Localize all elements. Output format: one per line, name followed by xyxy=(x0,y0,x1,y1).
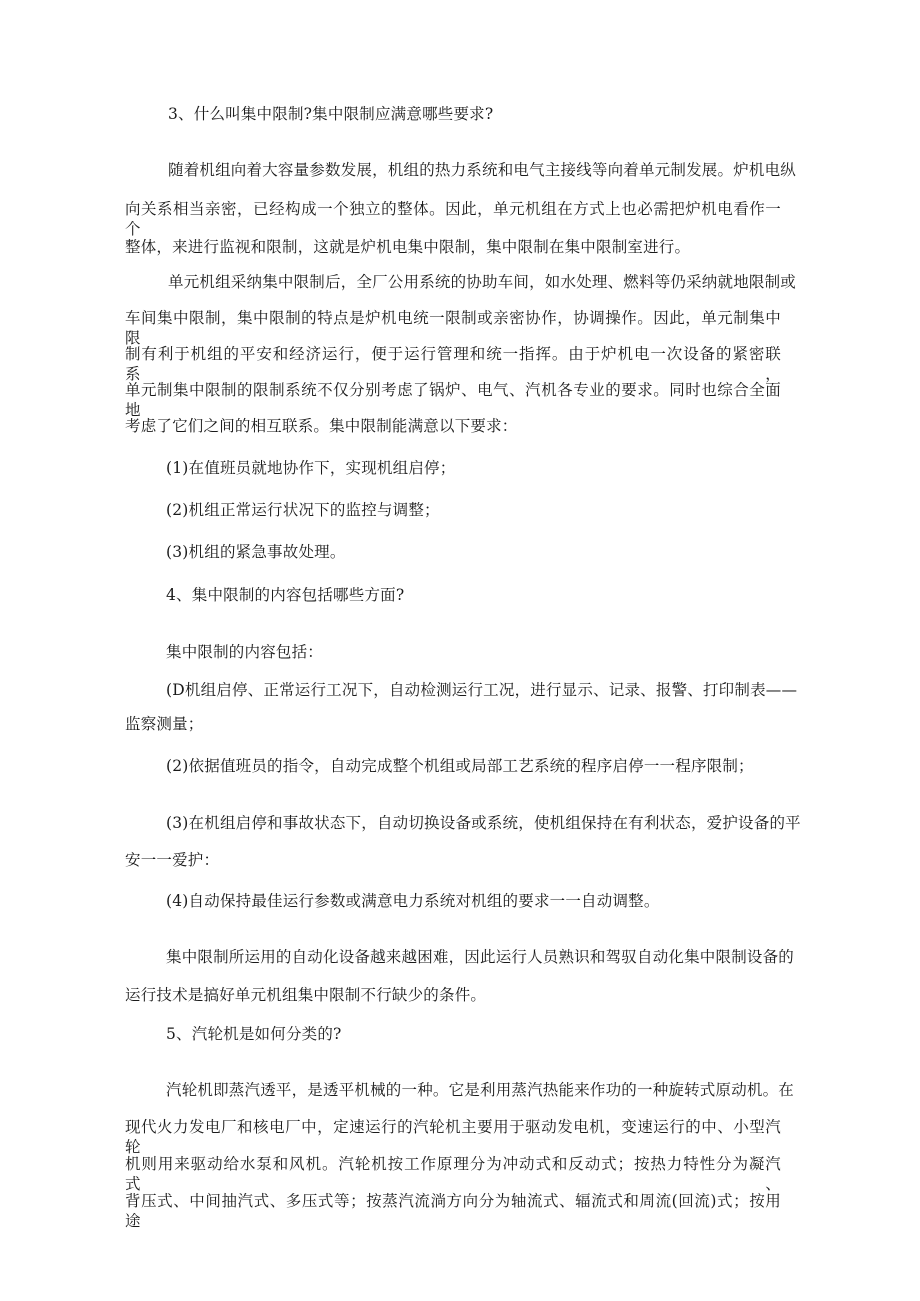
q4-list-item-2: (2)依据值班员的指令，自动完成整个机组或局部工艺系统的程序启停一一程序限制； xyxy=(166,757,754,775)
q5-heading: 5、汽轮机是如何分类的? xyxy=(166,1025,342,1043)
q3-paragraph2-line4: 单元制集中限制的限制系统不仅分别考虑了锅炉、电气、汽机各专业的要求。同时也综合全面地 xyxy=(125,381,781,419)
q3-paragraph2-line1: 单元机组采纳集中限制后，全厂公用系统的协助车间，如水处理、燃料等仍采纳就地限制或 xyxy=(168,273,797,291)
q4-item3-line1: (3)在机组启停和事故状态下，自动切换设备或系统，使机组保持在有利状态，爱护设备的平 xyxy=(166,814,801,832)
q3-paragraph2-line2: 车间集中限制，集中限制的特点是炉机电统一限制或亲密协作，协调操作。因此，单元制集中限 xyxy=(125,309,781,347)
q4-closing-line2: 运行技术是搞好单元机组集中限制不行缺少的条件。 xyxy=(125,986,487,1004)
q5-paragraph1-line3: 机则用来驱动给水泵和风机。汽轮机按工作原理分为冲动式和反动式；按热力特性分为凝汽式、 xyxy=(125,1155,781,1193)
q4-closing-line1: 集中限制所运用的自动化设备越来越困难，因此运行人员熟识和驾驭自动化集中限制设备的 xyxy=(166,948,795,966)
q3-paragraph2-line5: 考虑了它们之间的相互联系。集中限制能满意以下要求： xyxy=(125,417,518,435)
q4-item1-line2: 监察测量； xyxy=(125,715,204,733)
q5-paragraph1-line4: 背压式、中间抽汽式、多压式等；按蒸汽流淌方向分为轴流式、辐流式和周流(回流)式；按用途 xyxy=(125,1192,781,1230)
q5-paragraph1-line2: 现代火力发电厂和核电厂中，定速运行的汽轮机主要用于驱动发电机，变速运行的中、小型汽轮 xyxy=(125,1118,781,1156)
q3-list-item-1: (1)在值班员就地协作下，实现机组启停； xyxy=(166,459,456,477)
q3-paragraph2-line3: 制有利于机组的平安和经济运行，便于运行管理和统一指挥。由于炉机电一次设备的紧密联系， xyxy=(125,345,781,383)
q4-heading: 4、集中限制的内容包括哪些方面? xyxy=(166,586,405,604)
q4-intro: 集中限制的内容包括： xyxy=(166,643,324,661)
q3-list-item-3: (3)机组的紧急事故处理。 xyxy=(166,543,346,561)
q4-list-item-4: (4)自动保持最佳运行参数或满意电力系统对机组的要求一一自动调整。 xyxy=(166,892,660,910)
q4-item3-line2: 安一一爱护： xyxy=(125,851,220,869)
q4-item1-line1: (D机组启停、正常运行工况下，自动检测运行工况，进行显示、记录、报警、打印制表—— xyxy=(166,681,798,699)
q3-heading: 3、什么叫集中限制?集中限制应满意哪些要求? xyxy=(168,105,494,123)
q5-paragraph1-line1: 汽轮机即蒸汽透平，是透平机械的一种。它是利用蒸汽热能来作功的一种旋转式原动机。在 xyxy=(166,1081,795,1099)
q3-paragraph1-line1: 随着机组向着大容量参数发展，机组的热力系统和电气主接线等向着单元制发展。炉机电纵 xyxy=(168,161,797,179)
q3-paragraph1-line3: 整体，来进行监视和限制，这就是炉机电集中限制，集中限制在集中限制室进行。 xyxy=(125,238,691,256)
q3-paragraph1-line2: 向关系相当亲密，已经构成一个独立的整体。因此，单元机组在方式上也必需把炉机电看作一个 xyxy=(125,200,781,238)
q3-list-item-2: (2)机组正常运行状况下的监控与调整； xyxy=(166,501,440,519)
